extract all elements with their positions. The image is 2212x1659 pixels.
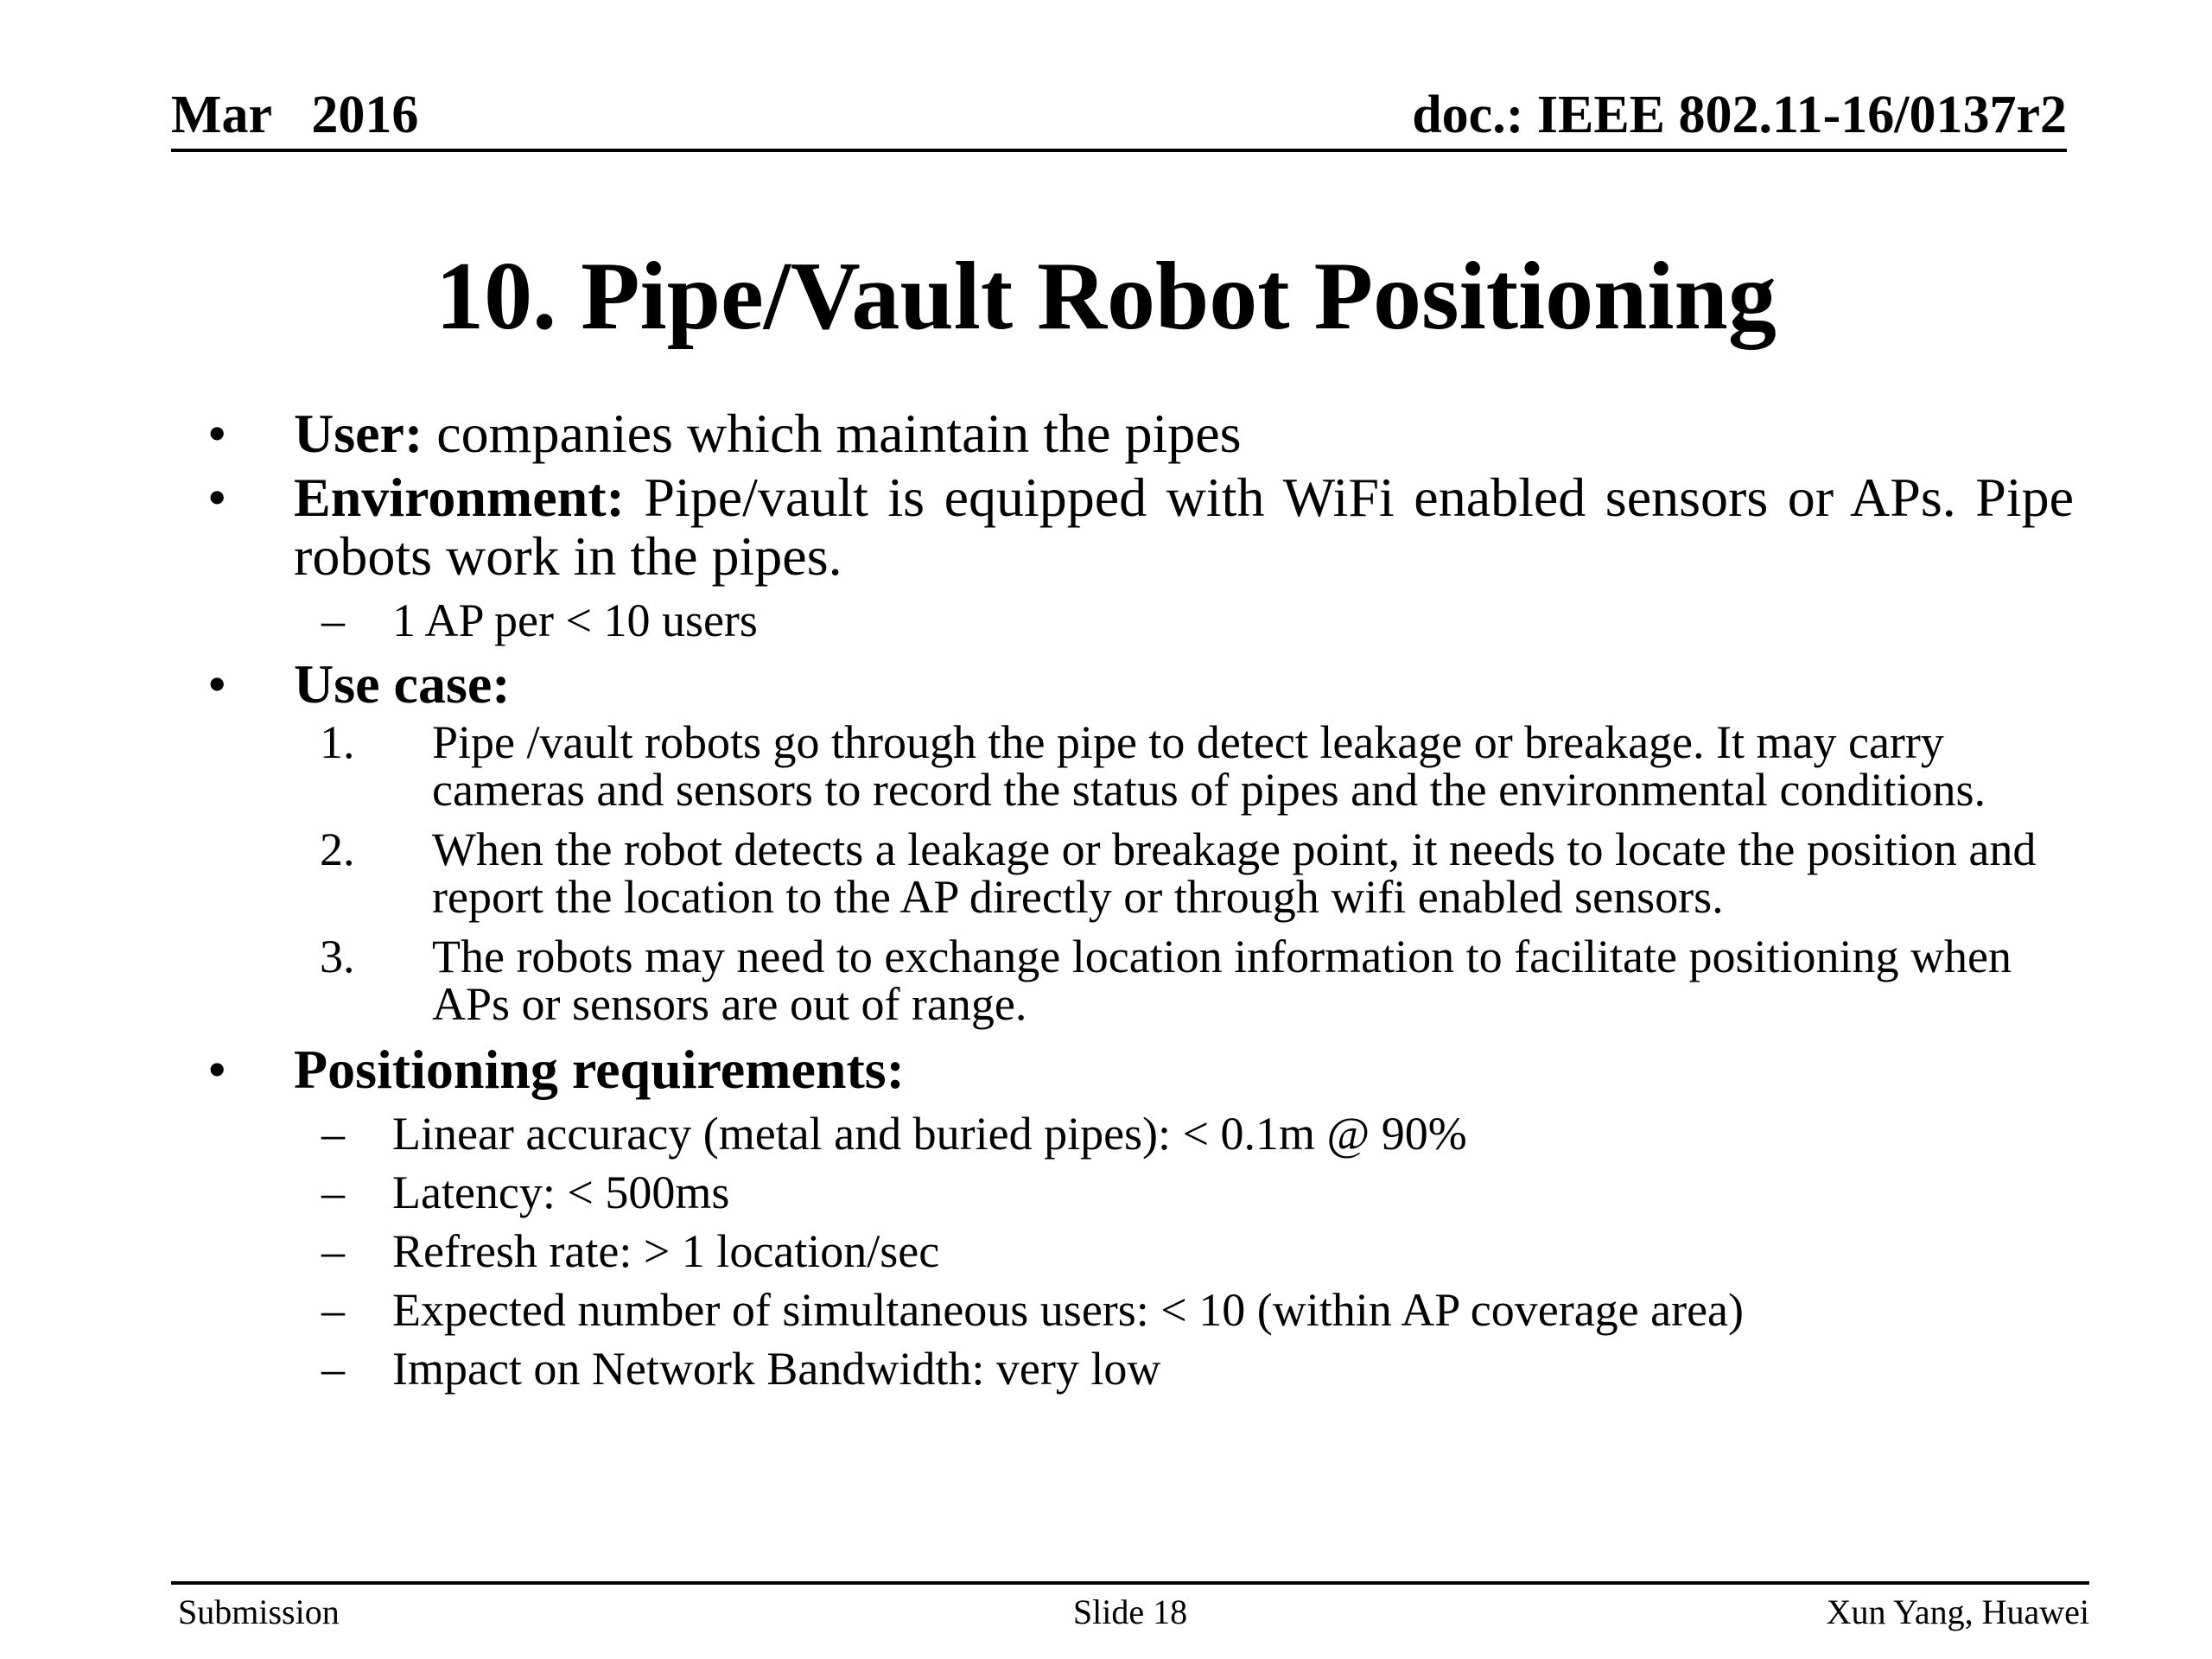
numbered-item-text: Pipe /vault robots go through the pipe to detect leakage or breakage. It may carry cameras and sensors to record the status of pipes and the environmental conditions. <box>432 716 1986 816</box>
dash-marker: – <box>321 1225 345 1277</box>
bullet-marker: • <box>207 403 227 464</box>
bullet-label: User: <box>294 403 423 464</box>
number-marker: 3. <box>320 931 355 982</box>
number-marker: 1. <box>320 716 355 768</box>
bullet-label: Use case: <box>294 653 511 715</box>
bullet-label: Positioning requirements: <box>294 1039 905 1100</box>
slide-title: 10. Pipe/Vault Robot Positioning <box>435 243 1777 350</box>
sub-item <box>199 1281 2074 1339</box>
bullet-marker: • <box>207 653 227 715</box>
header-date: Mar 2016 <box>171 86 419 144</box>
sub-item <box>199 1339 2074 1398</box>
numbered-item-text: The robots may need to exchange location information to facilitate positioning when APs or sensors are out of range. <box>432 931 2012 1030</box>
sub-item-text: Refresh rate: > 1 location/sec <box>392 1225 940 1277</box>
sub-item <box>199 1163 2074 1222</box>
numbered-item <box>199 933 2074 1028</box>
footer-submission: Submission <box>178 1592 340 1631</box>
bullet-environment <box>199 468 2074 586</box>
slide-header <box>171 85 2067 152</box>
number-marker: 2. <box>320 823 355 875</box>
slide-body <box>199 404 2074 1398</box>
dash-marker: – <box>321 1166 345 1218</box>
sub-item <box>199 591 2074 650</box>
slide-footer <box>171 1581 2089 1637</box>
footer-slide-number: Slide 18 <box>1072 1592 1188 1631</box>
sub-item-text: Linear accuracy (metal and buried pipes): < 0.1m @ 90% <box>392 1108 1467 1160</box>
dash-marker: – <box>321 594 345 646</box>
numbered-item-text: When the robot detects a leakage or breakage point, it needs to locate the position and report the location to the AP directly or through wifi enabled sensors. <box>432 823 2037 923</box>
sub-item <box>199 1104 2074 1163</box>
bullet-text: companies which maintain the pipes <box>423 403 1242 464</box>
sub-item-text: Impact on Network Bandwidth: very low <box>392 1343 1161 1395</box>
dash-marker: – <box>321 1284 345 1336</box>
numbered-item <box>199 716 2074 816</box>
bullet-user <box>199 404 2074 463</box>
bullet-marker: • <box>207 1039 227 1100</box>
sub-item <box>199 1222 2074 1281</box>
sub-item-text: 1 AP per < 10 users <box>392 594 758 646</box>
numbered-item <box>199 823 2074 923</box>
sub-item-text: Expected number of simultaneous users: < 10 (within AP coverage area) <box>392 1284 1744 1336</box>
bullet-label: Environment: <box>294 467 625 528</box>
header-doc-id: doc.: IEEE 802.11-16/0137r2 <box>1412 86 2067 144</box>
bullet-text: Pipe/vault is equipped with WiFi enabled sensors or APs. Pipe robots work in the pipes. <box>294 467 2074 587</box>
dash-marker: – <box>321 1108 345 1160</box>
sub-item-text: Latency: < 500ms <box>392 1166 730 1218</box>
bullet-use-case <box>199 655 2074 714</box>
footer-author: Xun Yang, Huawei <box>1826 1592 2089 1631</box>
bullet-marker: • <box>207 467 227 528</box>
dash-marker: – <box>321 1343 345 1395</box>
bullet-positioning <box>199 1040 2074 1099</box>
